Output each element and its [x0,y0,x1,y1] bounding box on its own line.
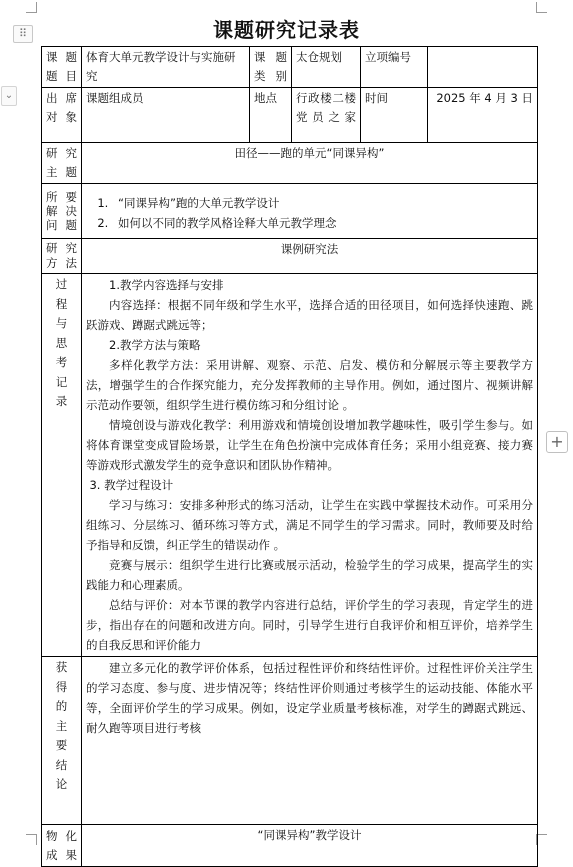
chevron-down-icon[interactable]: ⌄ [1,86,17,106]
vertical-label-text [46,275,77,412]
category-value[interactable]: 太仓规划 [292,47,361,88]
project-no-value[interactable] [428,47,538,88]
table-row [42,274,538,657]
table-row [42,143,538,184]
list-item: 1. “同课异构”跑的大单元教学设计 [112,193,533,213]
table-row [42,239,538,274]
vertical-label-char: 过 [55,277,68,291]
vertical-label-char: 主 [55,718,68,733]
location-value[interactable]: 行政楼二楼党员之家 [292,88,361,143]
paragraph: 情境创设与游戏化教学：利用游戏和情境创设增加教学趣味性，吸引学生参与。如将体育课堂变成冒险场景，让学生在角色扮演中完成体育任务；采用小组竞赛、接力赛等游戏形式激发学生的竞争意识和团队协作精神。 [86,418,533,472]
vertical-label-char: 与 [55,316,68,330]
research-theme-value[interactable]: 田径——跑的单元“同课异构” [82,143,538,184]
table-row [42,88,538,143]
process-record-cell[interactable] [82,274,538,657]
problems-list [86,193,533,233]
table-row [42,825,538,867]
vertical-label-char: 获 [55,660,68,674]
label-topic: 课题题目 [42,47,82,88]
research-method-value[interactable]: 课例研究法 [82,239,538,274]
paragraph: 学习与练习：安排多种形式的练习活动，让学生在实践中掌握技术动作。可采用分组练习、分层练习、循环练习等方式，满足不同学生的学习需求。同时，教师要及时给予指导和反馈，纠正学生的错误动作 。 [86,498,533,552]
paragraph: 建立多元化的教学评价体系，包括过程性评价和终结性评价。过程性评价关注学生的学习态度、参与度、进步情况等；终结性评价则通过考核学生的运动技能、体能水平等，全面评价学生的学习成果。例如，设定学业质量考核标准，对学生的蹲踞式跳远、耐久跑等项目进行考核 [86,661,533,735]
table-row [42,47,538,88]
vertical-label-char: 考 [55,355,68,369]
label-location: 地点 [250,88,292,143]
table-row [42,184,538,239]
paragraph: 2.教学方法与策略 [109,338,201,352]
add-column-icon[interactable]: + [546,431,568,453]
list-item: 2. 如何以不同的教学风格诠释大单元教学理念 [112,213,533,233]
table-row [42,657,538,825]
conclusions-cell[interactable] [82,657,538,825]
page-corner-mark [536,2,547,13]
vertical-label-char: 记 [55,374,68,389]
vertical-label-char: 思 [55,335,68,350]
label-time: 时间 [361,88,428,143]
attendees-value[interactable]: 课题组成员 [82,88,250,143]
paragraph: 多样化教学方法：采用讲解、观察、示范、启发、模仿和分解展示等主要教学方法，增强学生的合作探究能力，充分发挥教师的主导作用。例如，通过图片、视频讲解示范动作要领，组织学生进行模仿练习和分组讨论 。 [86,358,533,412]
paragraph: 竞赛与展示：组织学生进行比赛或展示活动，检验学生的学习成果，提高学生的实践能力和心理素质。 [86,558,533,592]
paragraph: 3. 教学过程设计 [89,478,174,492]
label-problems: 所要解决问题 [42,184,82,239]
research-record-table [41,46,538,867]
paragraph: 1.教学内容选择与安排 [109,278,224,292]
label-attendees: 出席对象 [42,88,82,143]
page-title: 课题研究记录表 [213,18,360,42]
vertical-label-char: 论 [55,777,68,791]
paragraph: 内容选择：根据不同年级和学生水平，选择合适的田径项目，如何选择快速跑、跳跃游戏、蹲踞式跳远等； [86,298,533,332]
problems-list-cell[interactable] [82,184,538,239]
label-research-theme: 研究主题 [42,143,82,184]
paragraph: 总结与评价：对本节课的教学内容进行总结，评价学生的学习表现，肯定学生的进步，指出存在的问题和改进方向。同时，引导学生进行自我评价和相互评价，培养学生的自我反思和评价能力 [86,598,533,652]
time-value[interactable]: 2025 年 4 月 3 日 [428,88,538,143]
vertical-label-char: 得 [55,679,68,694]
label-research-method: 研究方法 [42,239,82,274]
page-corner-mark [26,2,37,13]
vertical-label-char: 的 [55,699,68,713]
vertical-label-char: 录 [55,394,68,408]
label-conclusions [42,657,82,825]
vertical-label-char: 程 [55,296,68,311]
vertical-label-text [46,658,77,795]
label-project-no: 立项编号 [361,47,428,88]
topic-value[interactable]: 体育大单元教学设计与实施研究 [82,47,250,88]
table-drag-handle-icon[interactable]: ⠿ [13,25,33,43]
deliverables-value[interactable]: “同课异构”教学设计 [82,825,538,867]
label-deliverables: 物化成果 [42,825,82,867]
vertical-label-char: 结 [55,757,68,772]
label-process-record [42,274,82,657]
page-corner-mark [26,834,37,845]
label-category: 课题类别 [250,47,292,88]
vertical-label-char: 要 [55,738,68,752]
